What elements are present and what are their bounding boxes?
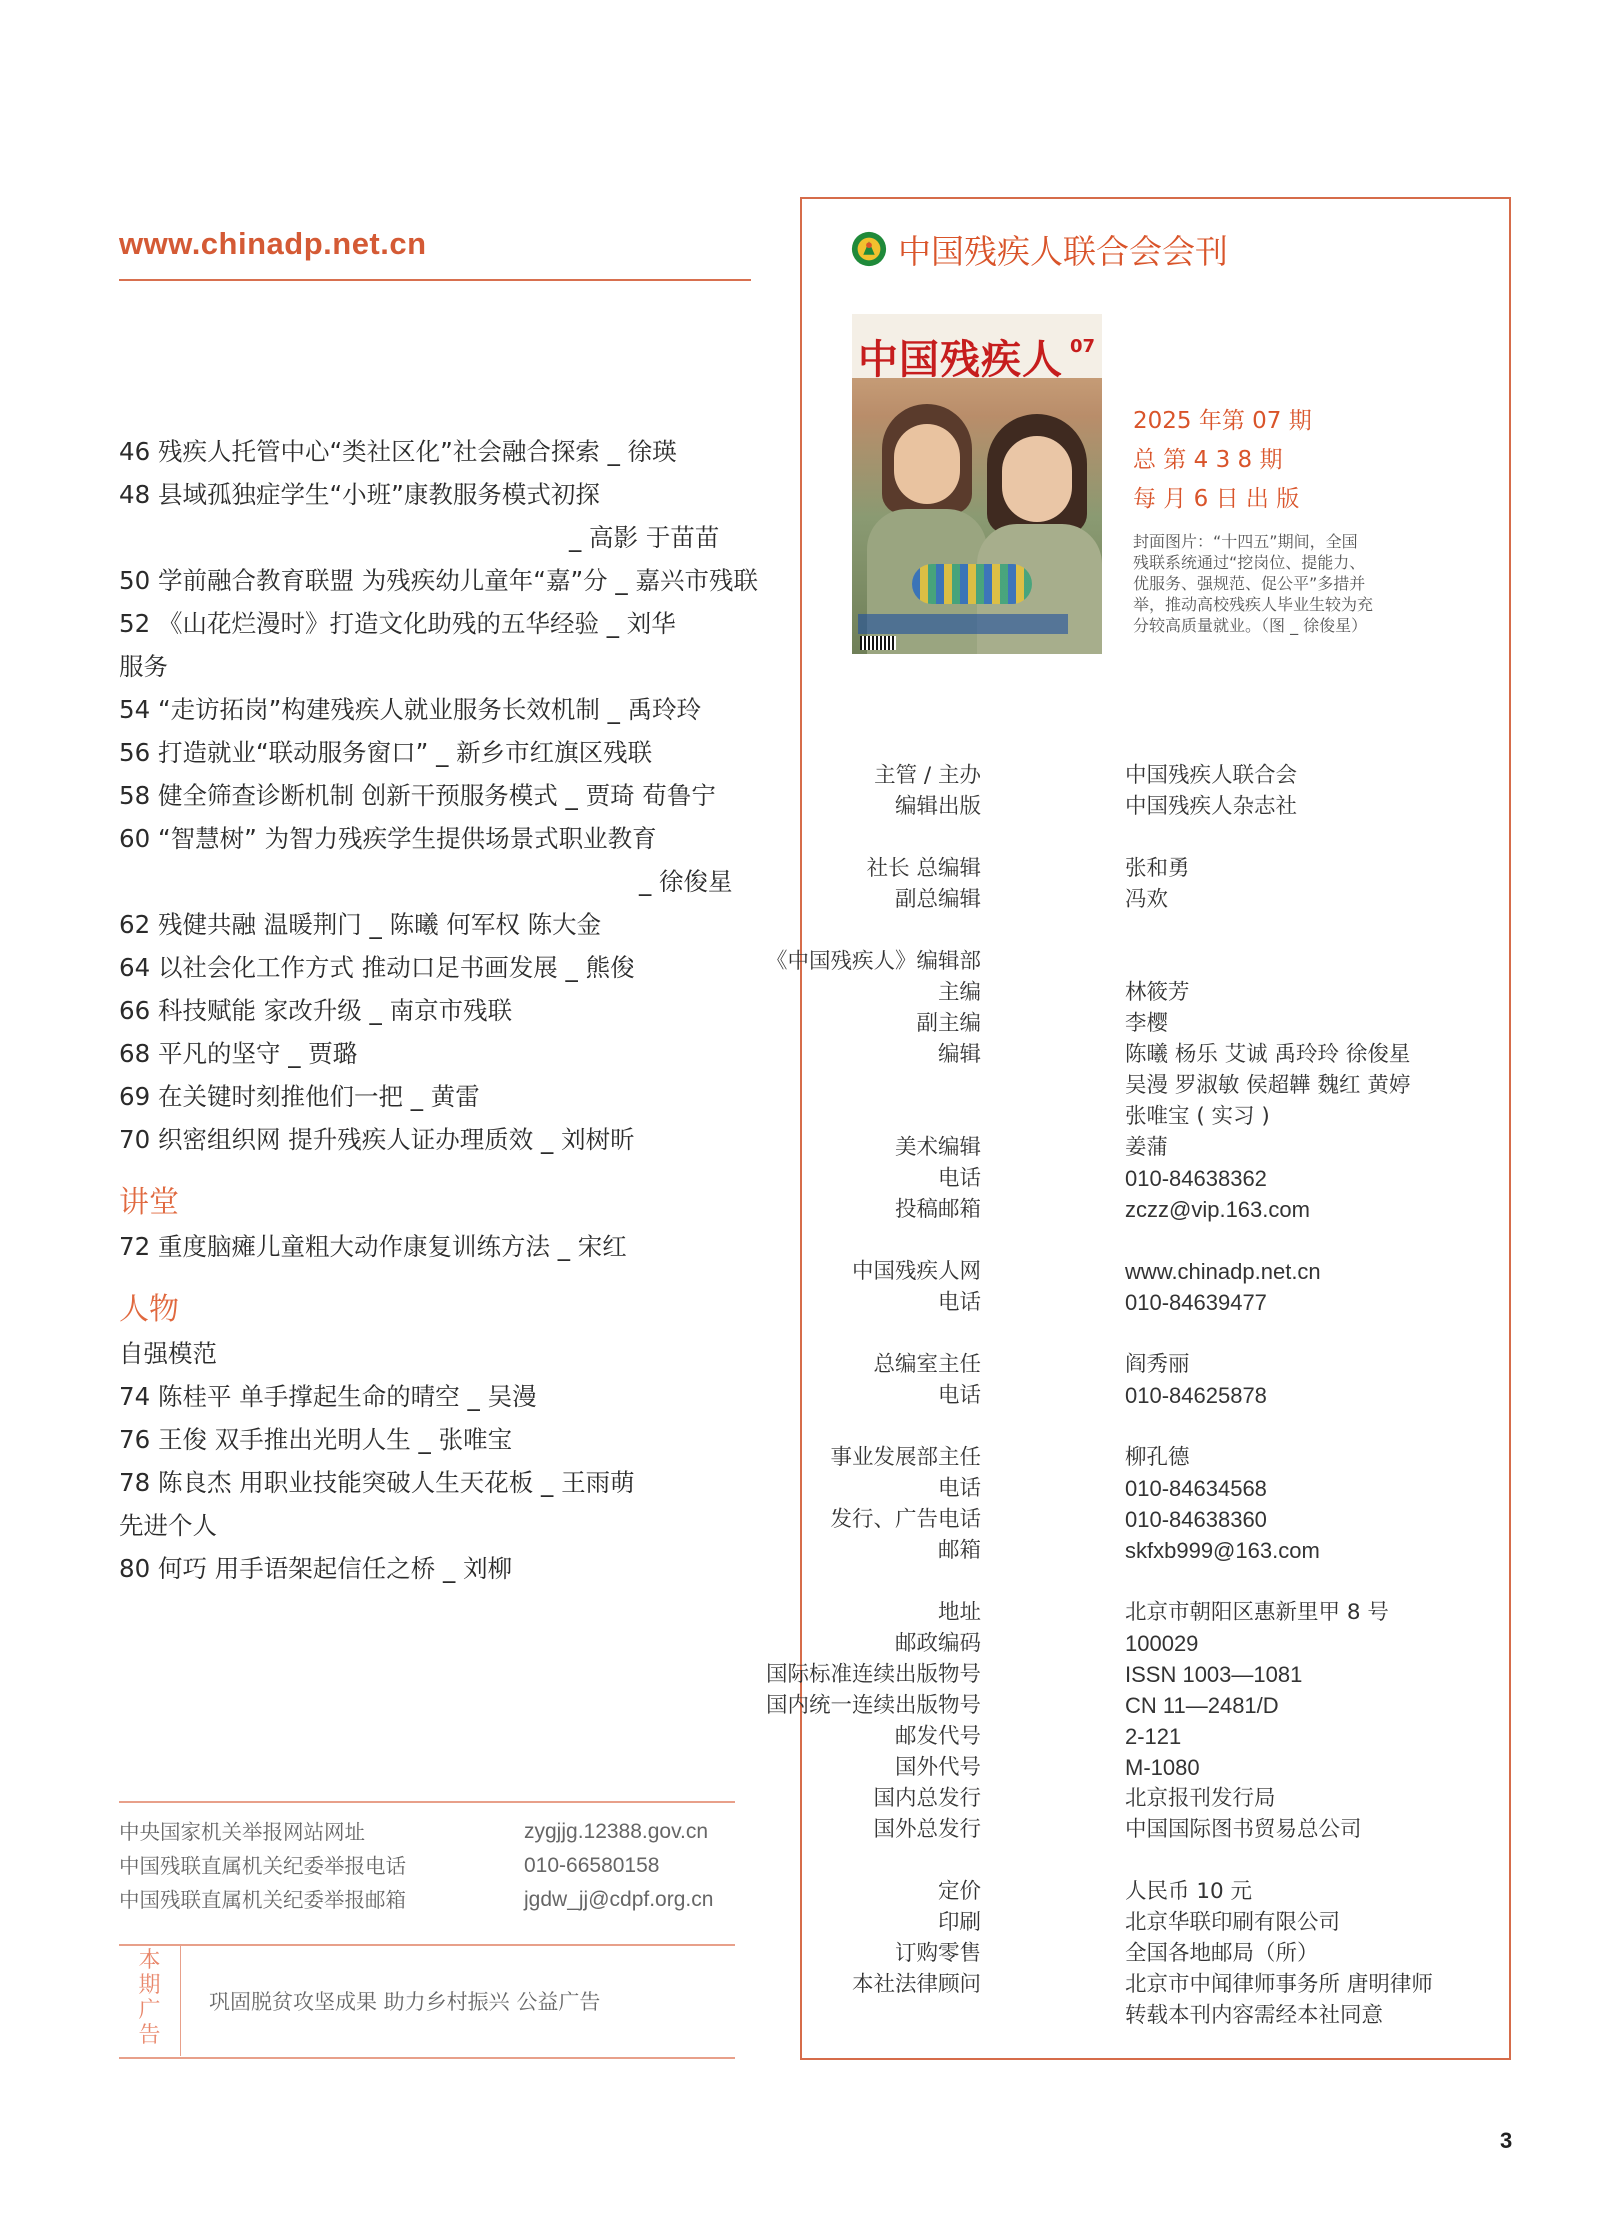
toc-item[interactable]: 54 “走访拓岗”构建残疾人就业服务长效机制 _ 禹玲玲 <box>119 695 702 724</box>
toc-item[interactable]: 50 学前融合教育联盟 为残疾幼儿童年“嘉”分 _ 嘉兴市残联 <box>119 566 758 595</box>
report-label: 中国残联直属机关纪委举报邮箱 <box>119 1888 406 1912</box>
magazine-title: 中国残疾人联合会会刊 <box>898 232 1228 271</box>
masthead-label: 邮发代号 <box>894 1724 981 1749</box>
cover-caption-band <box>858 614 1068 634</box>
masthead-label: 编辑 <box>937 1042 981 1067</box>
report-value: 010-66580158 <box>524 1854 660 1877</box>
cover-image[interactable] <box>852 314 1102 654</box>
masthead-row <box>800 1969 1511 2000</box>
toc-item[interactable]: 66 科技赋能 家改升级 _ 南京市残联 <box>119 996 513 1025</box>
masthead-value: 北京市朝阳区惠新里甲 8 号 <box>1125 1600 1389 1625</box>
masthead-row <box>800 1938 1511 1969</box>
masthead-row <box>800 1473 1511 1504</box>
masthead-value: 010-84634568 <box>1125 1476 1267 1501</box>
masthead-value: 陈曦 杨乐 艾诚 禹玲玲 徐俊星 <box>1125 1042 1411 1067</box>
subsection-heading-advanced: 先进个人 <box>119 1511 217 1540</box>
toc-item[interactable]: 74 陈桂平 单手撑起生命的晴空 _ 吴漫 <box>119 1382 537 1411</box>
cover-description: 封面图片：“十四五”期间，全国残联系统通过“挖岗位、提能力、优服务、强规范、促公平”多措并举，推动高校残疾人毕业生较为充分较高质量就业。（图 _ 徐俊星） <box>1133 532 1374 635</box>
masthead-value: CN 11—2481/D <box>1125 1693 1279 1718</box>
report-value[interactable]: zygjjg.12388.gov.cn <box>524 1820 709 1843</box>
toc-subsection-service: 服务 <box>119 652 168 681</box>
page-number: 3 <box>1500 2128 1513 2153</box>
masthead-label: 国内统一连续出版物号 <box>765 1693 981 1718</box>
masthead-value[interactable]: skfxb999@163.com <box>1125 1538 1320 1563</box>
cover-beadwork <box>912 564 1032 604</box>
masthead-row <box>765 946 1511 977</box>
toc-item[interactable]: 60 “智慧树” 为智力残疾学生提供场景式职业教育 <box>119 824 657 853</box>
subsection-heading-self-strong: 自强模范 <box>119 1339 217 1368</box>
masthead-value: 010-84638360 <box>1125 1507 1267 1532</box>
masthead-row <box>800 1256 1511 1287</box>
toc-item[interactable]: 64 以社会化工作方式 推动口足书画发展 _ 熊俊 <box>119 953 635 982</box>
masthead-label: 副主编 <box>916 1011 981 1036</box>
masthead-value: M-1080 <box>1125 1755 1200 1780</box>
masthead-value: 张唯宝 ( 实习 ) <box>1125 1104 1270 1129</box>
masthead-row <box>800 1721 1511 1752</box>
masthead-row <box>800 1442 1511 1473</box>
toc-item[interactable]: 80 何巧 用手语架起信任之桥 _ 刘柳 <box>119 1554 513 1583</box>
masthead-label: 《中国残疾人》编辑部 <box>765 949 981 974</box>
issue-year: 2025 年第 07 期 <box>1133 408 1312 434</box>
masthead-label: 美术编辑 <box>894 1135 981 1160</box>
toc-item[interactable]: 76 王俊 双手推出光明人生 _ 张唯宝 <box>119 1425 513 1454</box>
masthead-value: 姜蒲 <box>1125 1135 1169 1160</box>
masthead-label: 总编室主任 <box>873 1352 981 1377</box>
masthead-row <box>800 884 1511 915</box>
masthead-value: 中国国际图书贸易总公司 <box>1125 1817 1362 1842</box>
masthead-value: 人民币 10 元 <box>1125 1879 1253 1904</box>
masthead-value: 全国各地邮局（所） <box>1125 1941 1319 1966</box>
toc-item[interactable]: 46 残疾人托管中心“类社区化”社会融合探索 _ 徐瑛 <box>119 437 677 466</box>
issue-total: 总 第 4 3 8 期 <box>1133 447 1283 473</box>
masthead-value: 柳孔德 <box>1125 1445 1190 1470</box>
masthead-label: 电话 <box>937 1476 981 1501</box>
masthead-value: 中国残疾人杂志社 <box>1125 794 1298 819</box>
report-label: 中央国家机关举报网站网址 <box>119 1820 365 1844</box>
masthead-row <box>800 1814 1511 1845</box>
report-row <box>119 1883 739 1917</box>
masthead-row <box>800 2000 1511 2031</box>
masthead-label: 副总编辑 <box>894 887 981 912</box>
masthead-value: 北京华联印刷有限公司 <box>1125 1910 1341 1935</box>
report-contacts <box>119 1815 739 1917</box>
ad-label: 本 期 广 告 <box>119 1946 181 2056</box>
ad-notice <box>119 1946 735 2056</box>
cover-person-face <box>1002 436 1072 522</box>
masthead-row <box>800 1535 1511 1566</box>
masthead-label: 电话 <box>937 1290 981 1315</box>
masthead-value: 北京报刊发行局 <box>1125 1786 1276 1811</box>
masthead-row <box>800 1349 1511 1380</box>
toc-item[interactable]: 72 重度脑瘫儿童粗大动作康复训练方法 _ 宋红 <box>119 1232 627 1261</box>
barcode-icon <box>860 636 896 650</box>
issue-date: 每 月 6 日 出 版 <box>1133 486 1300 512</box>
masthead-label: 国际标准连续出版物号 <box>765 1662 981 1687</box>
masthead-value: 李樱 <box>1125 1011 1169 1036</box>
masthead-value: 北京市中闻律师事务所 唐明律师 <box>1125 1972 1433 1997</box>
masthead-label: 电话 <box>937 1383 981 1408</box>
masthead-value: 010-84639477 <box>1125 1290 1267 1315</box>
masthead-label: 投稿邮箱 <box>894 1197 981 1222</box>
report-divider <box>119 1801 735 1803</box>
cover-person-face <box>894 424 960 504</box>
masthead-row <box>765 1659 1511 1690</box>
masthead-row <box>800 1070 1511 1101</box>
masthead-row <box>800 853 1511 884</box>
report-row <box>119 1815 739 1849</box>
report-value[interactable]: jgdw_jj@cdpf.org.cn <box>524 1888 714 1911</box>
toc-item-author: _ 高影 于苗苗 <box>569 523 720 552</box>
toc-item[interactable]: 78 陈良杰 用职业技能突破人生天花板 _ 王雨萌 <box>119 1468 635 1497</box>
toc-item-author: _ 徐俊星 <box>639 867 733 896</box>
masthead-row <box>800 1287 1511 1318</box>
ad-divider-bottom <box>119 2057 735 2059</box>
masthead-label: 邮箱 <box>937 1538 981 1563</box>
cover-issue: 07 <box>1070 336 1096 357</box>
masthead-label: 国外代号 <box>894 1755 981 1780</box>
masthead-row <box>800 1628 1511 1659</box>
masthead-value: ISSN 1003—1081 <box>1125 1662 1303 1687</box>
section-heading-people: 人物 <box>119 1292 179 1327</box>
table-of-contents <box>119 430 759 1590</box>
masthead-label: 事业发展部主任 <box>830 1445 981 1470</box>
toc-item[interactable]: 69 在关键时刻推他们一把 _ 黄雷 <box>119 1082 480 1111</box>
masthead-value: 张和勇 <box>1125 856 1190 881</box>
masthead-row <box>800 1876 1511 1907</box>
toc-item[interactable]: 70 织密组织网 提升残疾人证办理质效 _ 刘树昕 <box>119 1125 635 1154</box>
masthead-row <box>800 760 1511 791</box>
cover-name: 中国残疾人 <box>858 336 1063 383</box>
masthead-value: 冯欢 <box>1125 887 1169 912</box>
masthead-value: 2-121 <box>1125 1724 1182 1749</box>
masthead-row <box>800 1504 1511 1535</box>
masthead-row <box>800 1597 1511 1628</box>
header-divider <box>119 279 751 281</box>
masthead-row <box>800 1194 1511 1225</box>
cdpf-logo-icon <box>850 230 888 268</box>
masthead-row <box>800 1101 1511 1132</box>
masthead-label: 社长 总编辑 <box>866 856 981 881</box>
masthead-label: 电话 <box>937 1166 981 1191</box>
masthead-row <box>800 1132 1511 1163</box>
masthead-value[interactable]: zczz@vip.163.com <box>1125 1197 1310 1222</box>
masthead-row <box>765 1690 1511 1721</box>
masthead-row <box>800 1039 1511 1070</box>
section-heading-lecture: 讲堂 <box>119 1185 179 1220</box>
masthead-label: 本社法律顾问 <box>851 1972 981 1997</box>
masthead-row <box>800 1163 1511 1194</box>
toc-item[interactable]: 68 平凡的坚守 _ 贾璐 <box>119 1039 358 1068</box>
masthead-label: 发行、广告电话 <box>830 1507 981 1532</box>
masthead-label: 印刷 <box>937 1910 981 1935</box>
masthead-label: 订购零售 <box>894 1941 981 1966</box>
masthead-label: 国外总发行 <box>873 1817 981 1842</box>
ad-text[interactable]: 巩固脱贫攻坚成果 助力乡村振兴 公益广告 <box>209 1990 601 2014</box>
masthead-value: 吴漫 罗淑敏 侯超韡 魏红 黄婷 <box>1125 1073 1411 1098</box>
report-row <box>119 1849 739 1883</box>
masthead-label: 中国残疾人网 <box>851 1259 981 1284</box>
masthead-label: 主管 / 主办 <box>874 763 981 788</box>
masthead-value[interactable]: www.chinadp.net.cn <box>1125 1259 1321 1284</box>
toc-item[interactable]: 56 打造就业“联动服务窗口” _ 新乡市红旗区残联 <box>119 738 653 767</box>
masthead-row <box>800 977 1511 1008</box>
masthead-label: 地址 <box>937 1600 981 1625</box>
toc-item[interactable]: 62 残健共融 温暖荆门 _ 陈曦 何军权 陈大金 <box>119 910 602 939</box>
masthead-value: 中国残疾人联合会 <box>1125 763 1298 788</box>
masthead-label: 编辑出版 <box>894 794 981 819</box>
report-label: 中国残联直属机关纪委举报电话 <box>119 1854 406 1878</box>
masthead-value: 转载本刊内容需经本社同意 <box>1125 2003 1384 2028</box>
masthead-value: 010-84638362 <box>1125 1166 1267 1191</box>
masthead-label: 国内总发行 <box>873 1786 981 1811</box>
masthead-row <box>800 1008 1511 1039</box>
toc-item[interactable]: 52 《山花烂漫时》打造文化助残的五华经验 _ 刘华 <box>119 609 676 638</box>
masthead-label: 定价 <box>937 1879 981 1904</box>
masthead-value: 100029 <box>1125 1631 1199 1656</box>
masthead-value: 阎秀丽 <box>1125 1352 1190 1377</box>
masthead-row <box>800 1380 1511 1411</box>
masthead-row <box>800 1783 1511 1814</box>
masthead-value: 林筱芳 <box>1125 980 1190 1005</box>
masthead-value: 010-84625878 <box>1125 1383 1267 1408</box>
toc-item[interactable]: 58 健全筛查诊断机制 创新干预服务模式 _ 贾琦 荀鲁宁 <box>119 781 716 810</box>
masthead-row <box>800 1752 1511 1783</box>
masthead-label: 主编 <box>937 980 981 1005</box>
masthead-row <box>800 791 1511 822</box>
masthead-row <box>800 1907 1511 1938</box>
website-url[interactable]: www.chinadp.net.cn <box>119 226 427 261</box>
toc-item[interactable]: 48 县域孤独症学生“小班”康教服务模式初探 <box>119 480 600 509</box>
masthead-label: 邮政编码 <box>894 1631 981 1656</box>
